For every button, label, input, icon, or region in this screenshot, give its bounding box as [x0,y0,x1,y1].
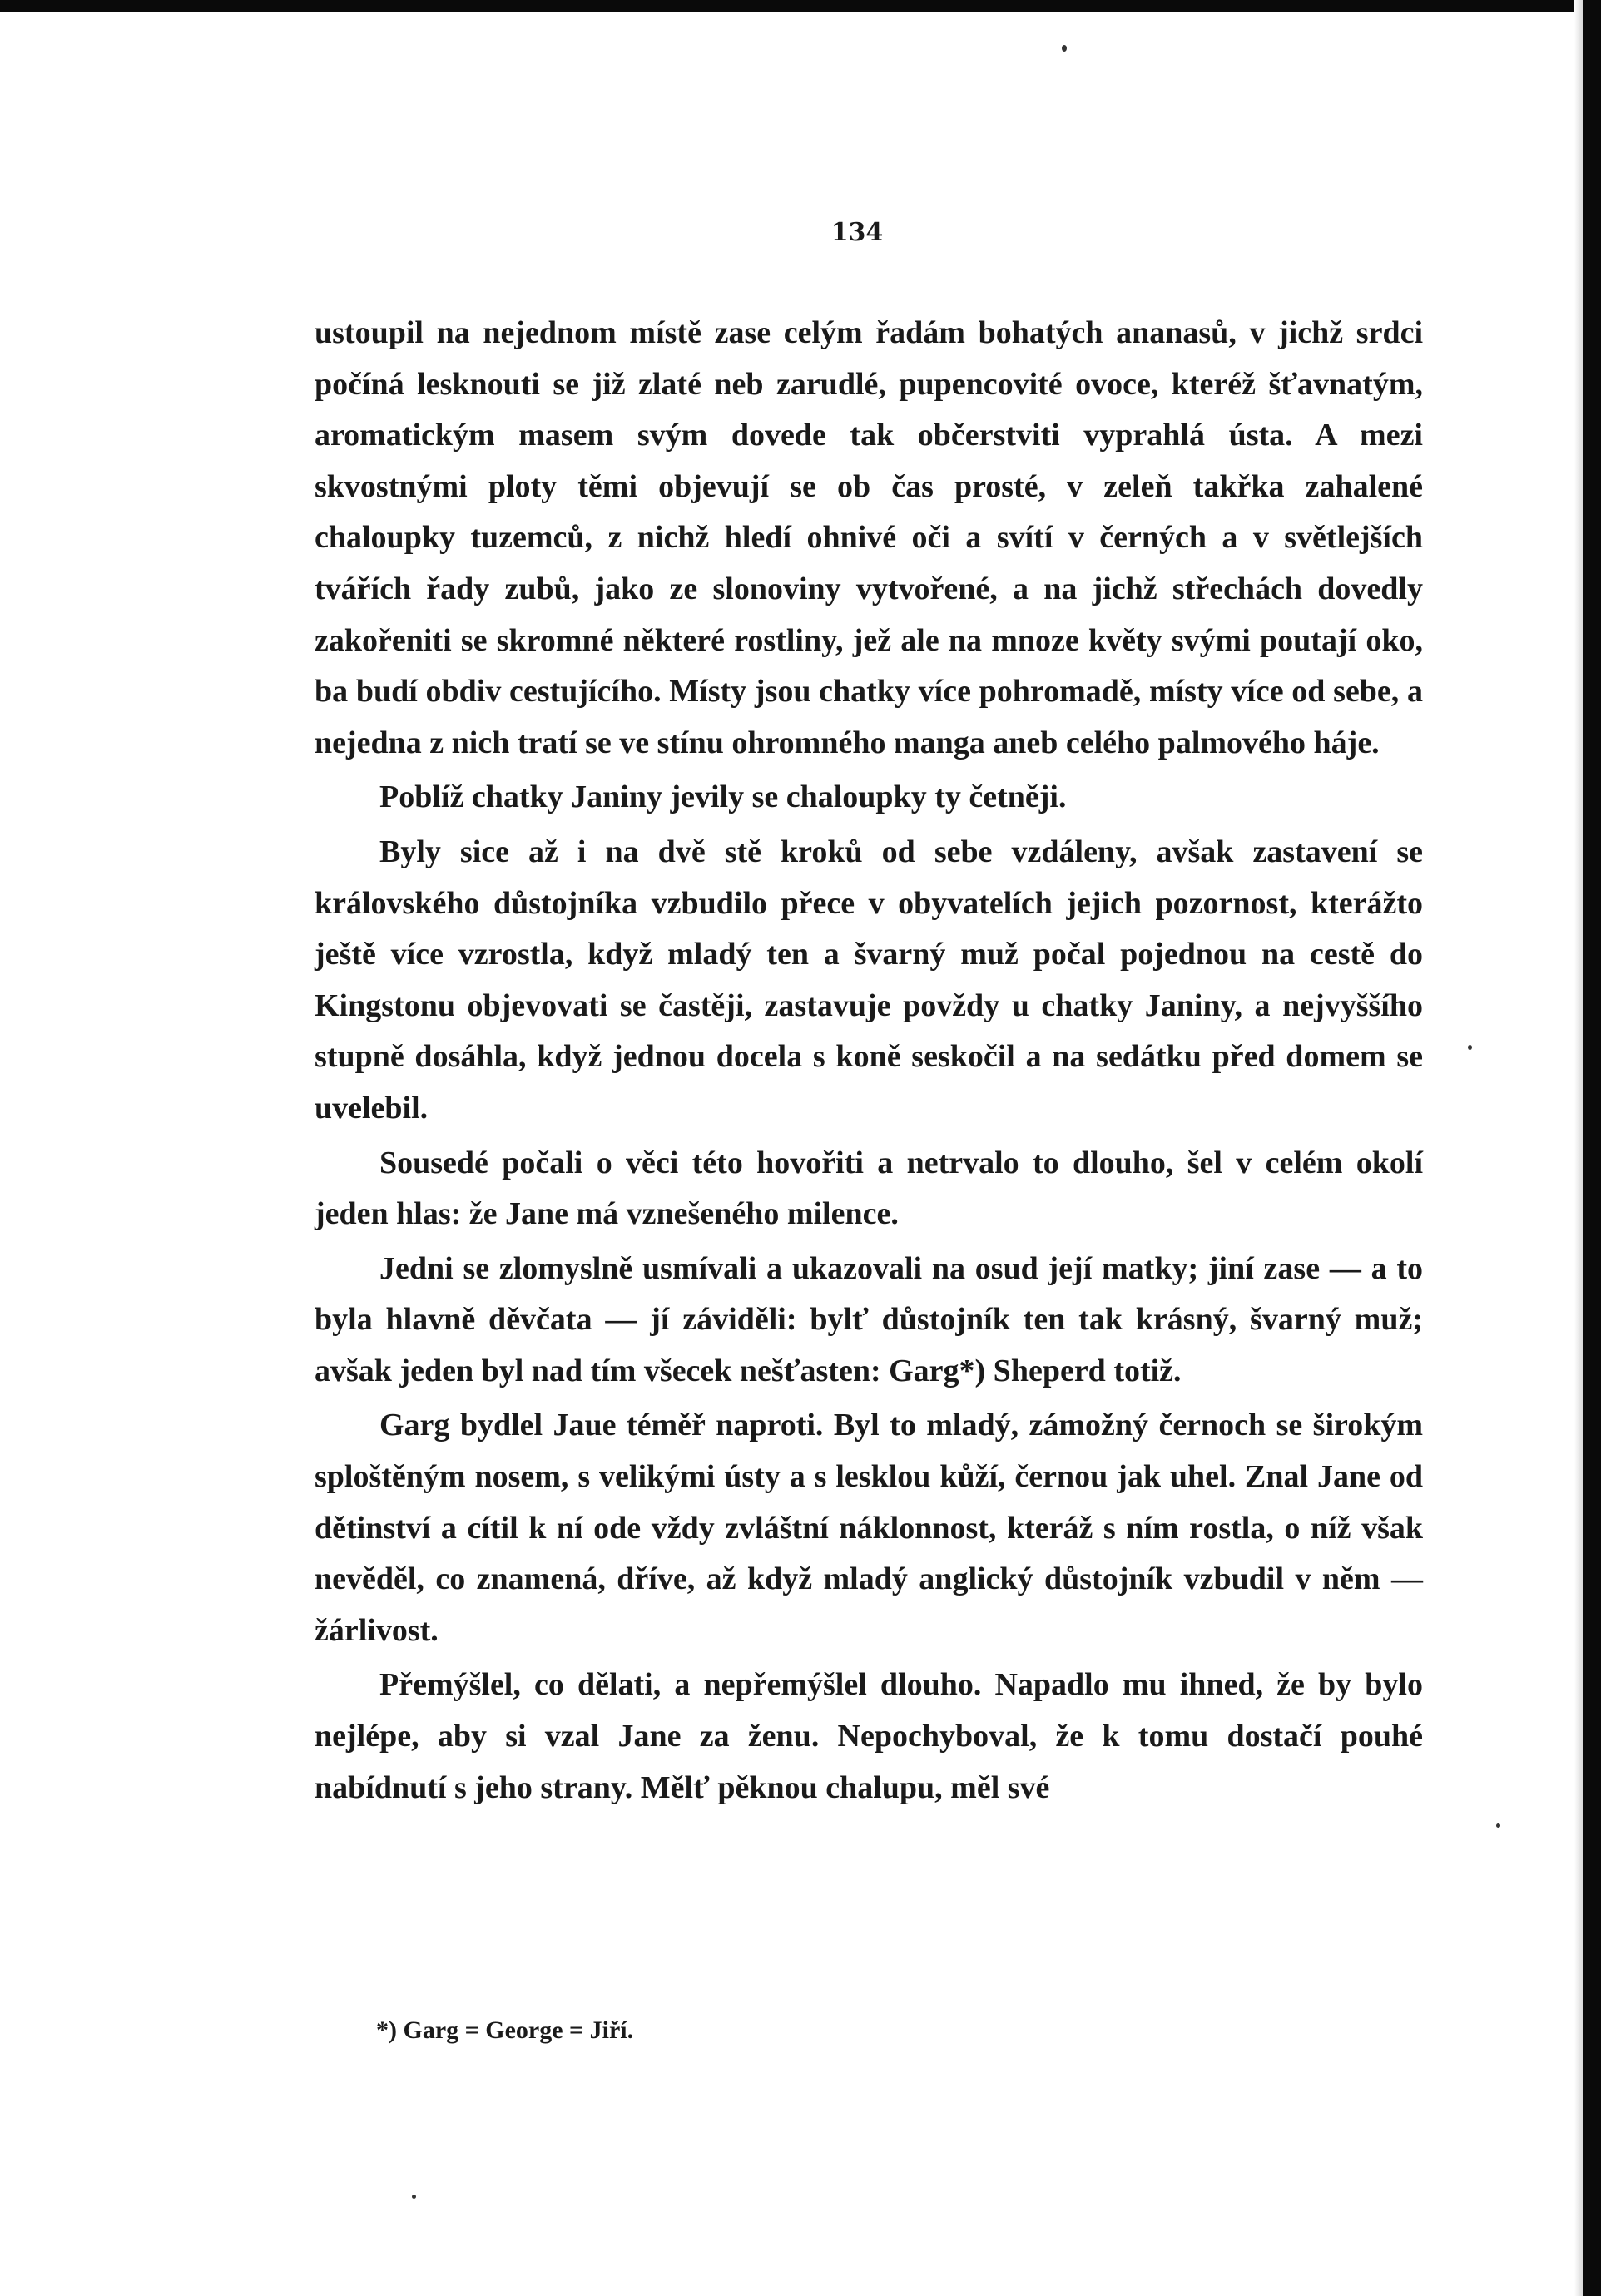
page-number: 134 [830,218,884,247]
scan-speck [412,2195,416,2199]
scan-speck [1496,1823,1500,1828]
body-text [315,308,1423,1817]
paragraph: Garg bydlel Jaue téměř naproti. Byl to mladý, zámožný černoch se širokým sploštěným nosem, s velikými ústy a s lesklou kůží, černou jak uhel. Znal Jane od dětinství a cítil k ní ode vždy zvláštní náklonnost, kteráž s ním rostla, o níž však nevěděl, co znamená, dříve, až když mladý anglický důstojník vzbudil v něm — žárlivost. [315,1408,1423,1648]
paragraph: Přemýšlel, co dělati, a nepřemýšlel dlouho. Napadlo mu ihned, že by bylo nejlépe, aby si vzal Jane za ženu. Nepochyboval, že k tomu dostačí pouhé nabídnutí s jeho strany. Mělť pěknou chalupu, měl své [315,1667,1423,1805]
footnote: *) Garg = George = Jiří. [376,2016,634,2044]
scan-speck [1468,1045,1472,1050]
scan-border-top [0,0,1601,12]
paragraph: Jedni se zlomyslně usmívali a ukazovali na osud její matky; jiní zase — a to byla hlavně děvčata — jí záviděli: bylť důstojník ten tak krásný, švarný muž; avšak jeden byl nad tím všecek nešťasten: Garg*) Sheperd totiž. [315,1250,1423,1388]
paragraph: Byly sice až i na dvě stě kroků od sebe vzdáleny, avšak zastavení se královského důstojníka vzbudilo přece v obyvatelích jejich pozornost, kterážto ještě více vzrostla, když mladý ten a švarný muž počal pojednou na cestě do Kingstonu objevovati se častěji, zastavuje povždy u chatky Janiny, a nejvyššího stupně dosáhla, když jednou docela s koně seskočil a na sedátku před domem se uvelebil. [315,834,1423,1126]
scan-border-shadow [1574,0,1583,2296]
paragraph: Poblíž chatky Janiny jevily se chaloupky ty četněji. [379,779,1067,815]
scan-speck [1062,45,1067,52]
scan-border-right [1583,0,1601,2296]
paragraph: ustoupil na nejednom místě zase celým řadám bohatých ananasů, v jichž srdci počíná lesknouti se již zlaté neb zarudlé, pupencovité ovoce, kteréž šťavnatým, aromatickým masem svým dovede tak občerstviti vyprahlá ústa. A mezi skvostnými ploty těmi objevují se ob čas prosté, v zeleň takřka zahalené chaloupky tuzemců, z nichž hledí ohnivé oči a svítí v černých a v světlejších tvářích řady zubů, jako ze slonoviny vytvořené, a na jichž střechách dovedly zakořeniti se skromné některé rostliny, jež ale na mnoze květy svými poutají oko, ba budí obdiv cestujícího. Místy jsou chatky více pohromadě, místy více od sebe, a nejedna z nich tratí se ve stínu ohromného manga aneb celého palmového háje. [315,315,1423,760]
paragraph: Sousedé počali o věci této hovořiti a netrvalo to dlouho, šel v celém okolí jeden hlas: že Jane má vznešeného milence. [315,1145,1423,1232]
